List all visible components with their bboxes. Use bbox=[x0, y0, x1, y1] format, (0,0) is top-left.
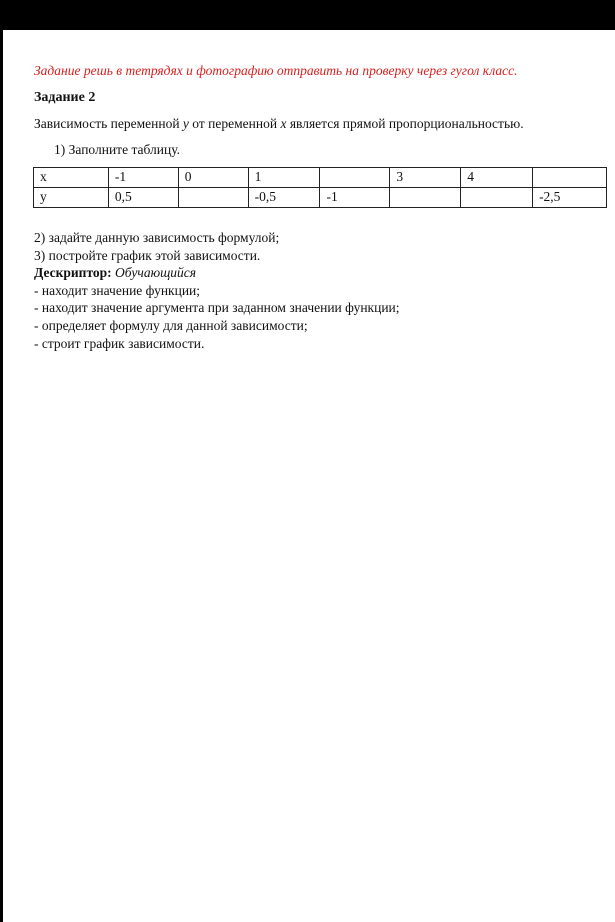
statement-part-2: от переменной bbox=[188, 116, 281, 131]
table-cell bbox=[461, 188, 533, 208]
variable-y: у bbox=[182, 116, 189, 131]
table-row-y bbox=[34, 188, 607, 208]
criterion-item: - находит значение функции; bbox=[34, 282, 201, 298]
table-cell: 4 bbox=[461, 168, 533, 188]
values-table bbox=[33, 167, 607, 208]
criterion-item: - строит график зависимости. bbox=[34, 335, 205, 351]
table-cell: у bbox=[34, 188, 109, 208]
task-statement bbox=[34, 116, 524, 132]
statement-part-3: является прямой пропорциональностью. bbox=[286, 116, 524, 131]
descriptor-line bbox=[34, 264, 400, 282]
variable-x: х bbox=[280, 116, 287, 131]
statement-part-1: Зависимость переменной bbox=[34, 116, 183, 131]
table-cell: -1 bbox=[320, 188, 390, 208]
table-row-x bbox=[34, 168, 607, 188]
table-cell bbox=[178, 188, 248, 208]
assignment-note: Задание решь в тетрядях и фотографию отправить на проверку через гугол класс. bbox=[34, 63, 518, 78]
document-page bbox=[3, 30, 615, 922]
table-cell: 1 bbox=[248, 168, 320, 188]
table-cell: -0,5 bbox=[248, 188, 320, 208]
table-cell: 0 bbox=[178, 168, 248, 188]
criterion-item: - определяет формулу для данной зависимости; bbox=[34, 317, 308, 333]
table-cell bbox=[320, 168, 390, 188]
descriptor-label: Дескриптор: bbox=[34, 265, 112, 281]
subtask-1: 1) Заполните таблицу. bbox=[54, 142, 180, 157]
table-cell: -2,5 bbox=[533, 188, 607, 208]
table-cell: -1 bbox=[108, 168, 178, 188]
table-cell bbox=[533, 168, 607, 188]
criterion-item: - находит значение аргумента при заданном значении функции; bbox=[34, 300, 400, 316]
subtask-2: 2) задайте данную зависимость формулой; bbox=[34, 230, 280, 245]
task-title: Задание 2 bbox=[34, 90, 96, 105]
table-cell bbox=[390, 188, 461, 208]
descriptor-subject: Обучающийся bbox=[111, 265, 197, 281]
table-cell: х bbox=[34, 168, 109, 188]
subtask-3: 3) постройте график этой зависимости. bbox=[34, 247, 261, 263]
table-cell: 3 bbox=[390, 168, 461, 188]
table-cell: 0,5 bbox=[108, 188, 178, 208]
task-list bbox=[34, 229, 400, 352]
